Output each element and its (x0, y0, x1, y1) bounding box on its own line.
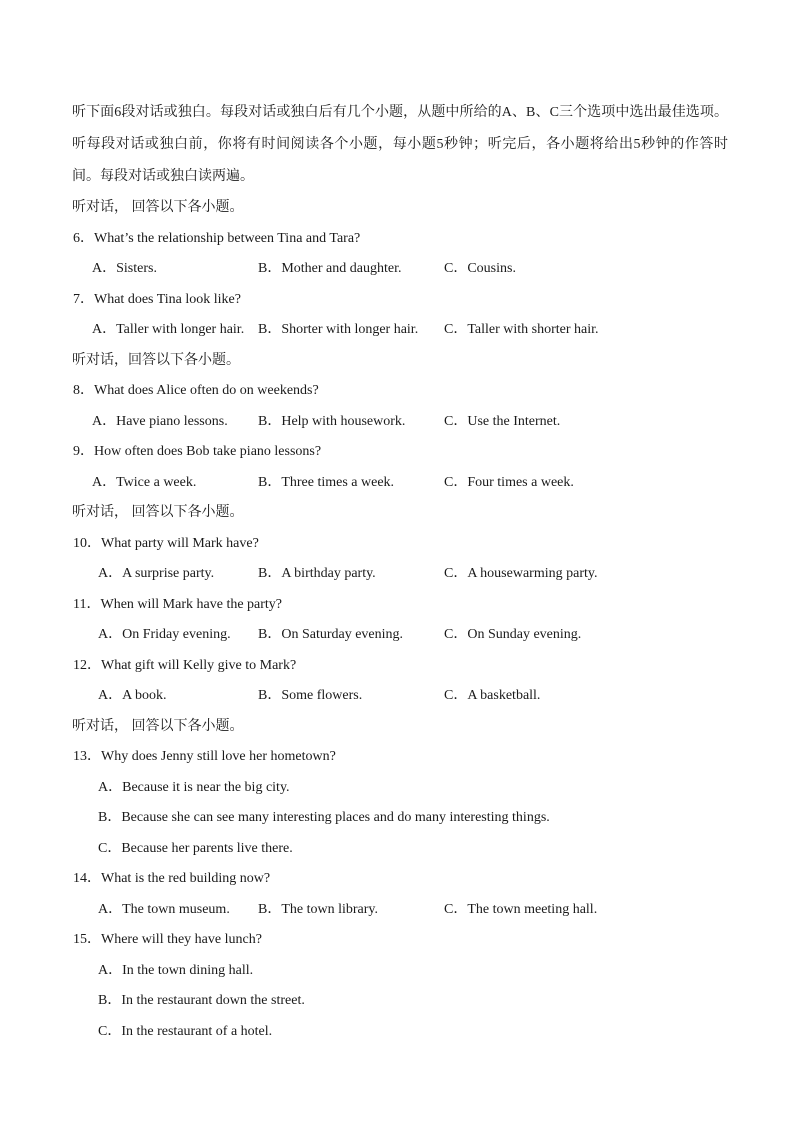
options-14 (72, 895, 728, 926)
options-12 (72, 681, 728, 712)
dialogue-instruction: 听对话， 回答以下各小题。 (72, 200, 244, 215)
dialogue-instruction: 听对话，回答以下各小题。 (72, 352, 240, 368)
option-6c: C．Cousins. (444, 261, 516, 276)
option-10a: A．A surprise party. (98, 566, 215, 581)
section-instructions: 听下面6段对话或独白。每段对话或独白后有几个小题，从题中所给的A、B、C三个选项中选出最佳选项。听每段对话或独白前，你将有时间阅读各个小题，每小题5秒钟；听完后，各小题将给出5秒钟的作答时间。每段对话或独白读两遍。 (72, 105, 728, 184)
option-6b: B．Mother and daughter. (258, 261, 402, 276)
question-13: 13．Why does Jenny still love her hometown? (73, 749, 336, 764)
option-13c: C．Because her parents live there. (98, 840, 293, 856)
option-14c: C．The town meeting hall. (444, 901, 598, 917)
question-15: 15．Where will they have lunch? (73, 932, 262, 947)
option-13b: B．Because she can see many interesting places and do many interesting things. (98, 810, 550, 825)
options-9 (72, 468, 728, 499)
question-9: 9．How often does Bob take piano lessons? (73, 444, 322, 459)
option-9b: B．Three times a week. (258, 474, 395, 490)
option-15a: A．In the town dining hall. (98, 962, 254, 978)
option-12c: C．A basketball. (444, 688, 541, 703)
option-8c: C．Use the Internet. (444, 413, 561, 429)
option-15c: C．In the restaurant of a hotel. (98, 1023, 273, 1039)
option-9a: A．Twice a week. (92, 474, 197, 490)
option-10b: B．A birthday party. (258, 566, 376, 581)
option-9c: C．Four times a week. (444, 474, 574, 490)
options-7 (72, 315, 728, 346)
options-6 (72, 254, 728, 285)
option-14b: B．The town library. (258, 901, 379, 917)
question-10: 10．What party will Mark have? (73, 535, 259, 551)
question-7: 7．What does Tina look like? (73, 291, 241, 307)
option-12b: B．Some flowers. (258, 688, 363, 703)
question-14: 14．What is the red building now? (73, 871, 271, 886)
option-7c: C．Taller with shorter hair. (444, 322, 599, 337)
option-7b: B．Shorter with longer hair. (258, 322, 419, 337)
options-10 (72, 559, 728, 590)
option-11c: C．On Sunday evening. (444, 627, 582, 642)
option-11b: B．On Saturday evening. (258, 627, 404, 642)
options-11 (72, 620, 728, 651)
option-8b: B．Help with housework. (258, 413, 406, 429)
option-13a: A．Because it is near the big city. (98, 779, 290, 795)
option-6a: A．Sisters. (92, 261, 157, 276)
dialogue-instruction: 听对话， 回答以下各小题。 (72, 505, 244, 520)
option-11a: A．On Friday evening. (98, 627, 231, 642)
question-11: 11．When will Mark have the party? (73, 596, 283, 612)
dialogue-instruction: 听对话， 回答以下各小题。 (72, 718, 244, 734)
option-8a: A．Have piano lessons. (92, 413, 228, 429)
question-6: 6．What’s the relationship between Tina and Tara? (73, 230, 361, 246)
option-10c: C．A housewarming party. (444, 566, 598, 581)
option-12a: A．A book. (98, 688, 167, 703)
option-15b: B．In the restaurant down the street. (98, 993, 305, 1008)
option-14a: A．The town museum. (98, 901, 230, 917)
option-7a: A．Taller with longer hair. (92, 322, 245, 337)
options-8 (72, 407, 728, 438)
question-8: 8．What does Alice often do on weekends? (73, 383, 319, 398)
question-12: 12．What gift will Kelly give to Mark? (73, 657, 297, 673)
